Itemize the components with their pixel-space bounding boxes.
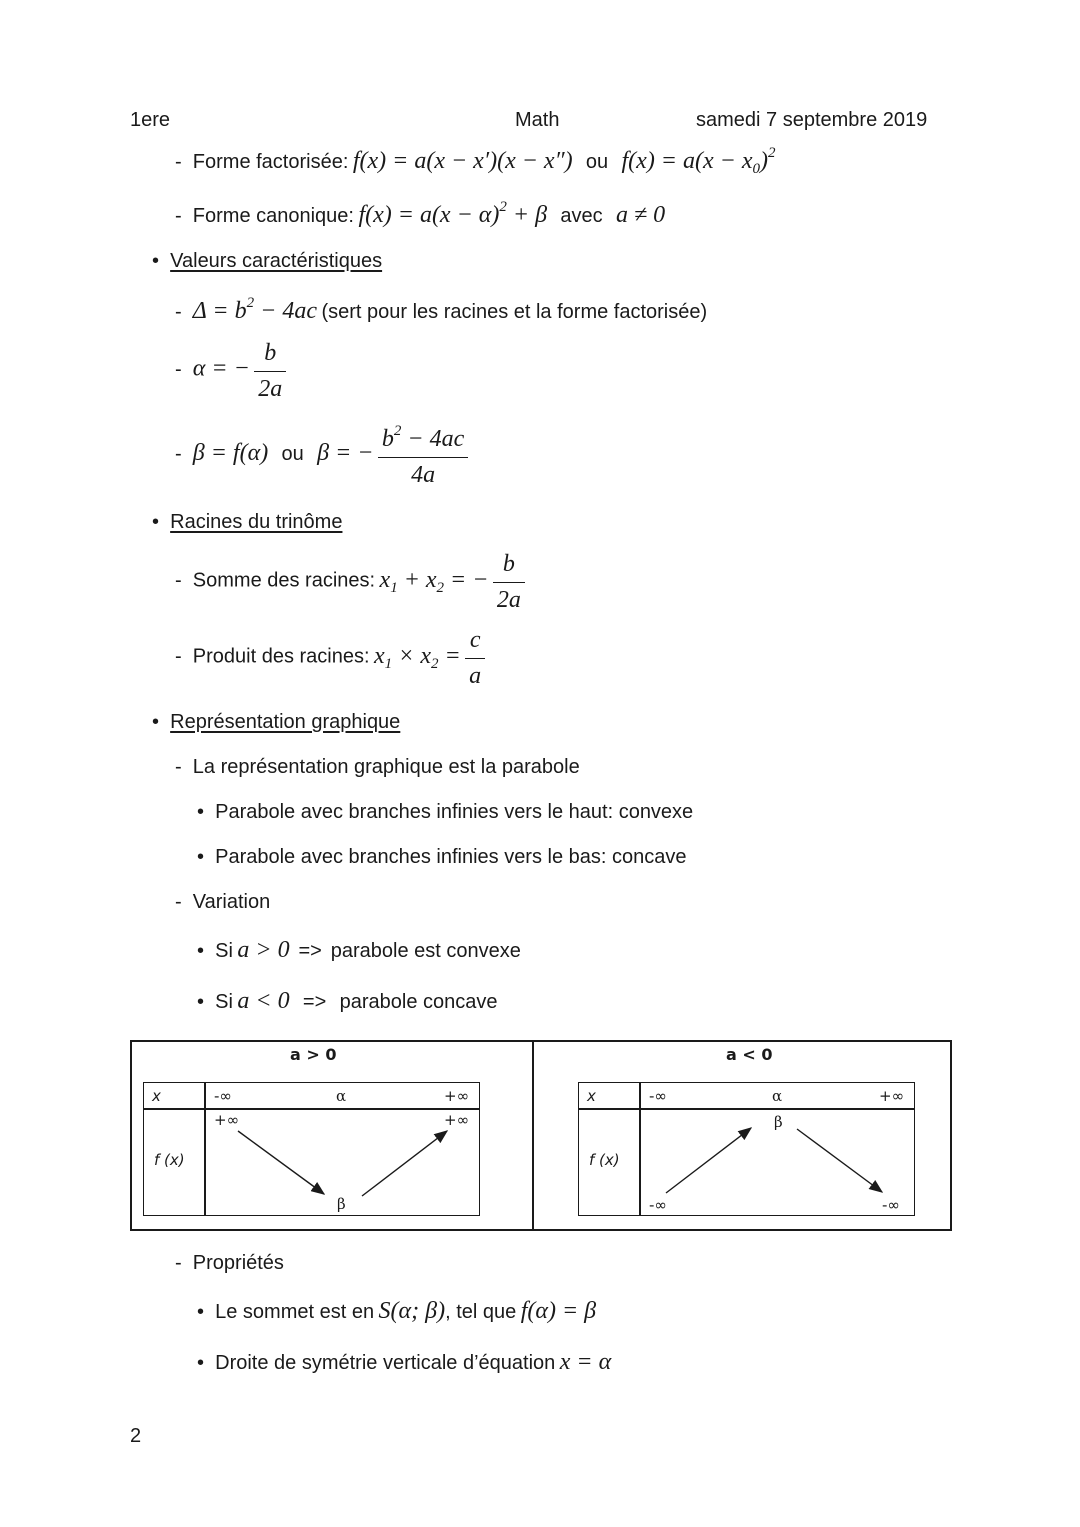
factorised-form-line: - Forme factorisée: f(x) = a(x − x′)(x − x″) ou $f(x) = a(x - x_0)^2$ bbox=[175, 145, 776, 177]
beta-lhs2: β = − bbox=[317, 440, 374, 467]
right-x-label: x bbox=[587, 1087, 596, 1105]
factorised-label: Forme factorisée: bbox=[192, 151, 349, 173]
left-minus-inf: -∞ bbox=[214, 1087, 232, 1105]
product-roots-label: Produit des racines: bbox=[192, 645, 370, 668]
sum-roots-formula: $x_1 + x_2$ = − bbox=[379, 566, 489, 596]
left-beta: β bbox=[337, 1195, 346, 1213]
right-table-title: a < 0 bbox=[726, 1045, 773, 1064]
header-date: samedi 7 septembre 2019 bbox=[696, 109, 928, 131]
header-class: 1ere bbox=[130, 109, 171, 131]
factorised-formula-1: f(x) = a(x − x′)(x − x″) bbox=[352, 148, 573, 174]
left-f-label: f (x) bbox=[154, 1151, 185, 1169]
factorised-formula-2: $f(x) = a(x - x_0)^2$ bbox=[621, 145, 776, 177]
sum-roots-line: - Somme des racines: $x_1 + x_2$ = − $\frac{b}{2a}$ bbox=[175, 551, 525, 614]
right-bottom-left: -∞ bbox=[649, 1196, 667, 1214]
product-roots-formula: $x_1 \times x_2$ = bbox=[374, 642, 461, 672]
symmetry-property: • Droite de symétrie verticale d’équation x = α bbox=[197, 1349, 612, 1375]
representation-heading: • Représentation graphique bbox=[152, 711, 401, 733]
valeurs-heading: • Valeurs caractéristiques bbox=[152, 250, 383, 272]
right-beta: β bbox=[774, 1113, 783, 1131]
variation-positive: • Si a > 0 => parabole est convexe bbox=[197, 937, 521, 963]
delta-line: - $\Delta = b^2 - 4ac$ (sert pour les racines et la forme factorisée) bbox=[175, 295, 708, 324]
header-subject: Math bbox=[515, 109, 560, 131]
left-top-right: +∞ bbox=[444, 1111, 470, 1129]
left-arrows bbox=[144, 1083, 479, 1215]
sum-roots-fraction: $\frac{b}{2a}$ bbox=[493, 551, 525, 614]
left-variation-table bbox=[143, 1082, 480, 1216]
left-top-left: +∞ bbox=[214, 1111, 240, 1129]
concave-bullet: • Parabole avec branches infinies vers le bas: concave bbox=[197, 846, 687, 868]
right-f-label: f (x) bbox=[589, 1151, 620, 1169]
canonical-form-line: - Forme canonique: $f(x) = a(x - \alpha)^2 + \beta$ avec a ≠ 0 bbox=[175, 199, 666, 228]
proprietes-line: - Propriétés bbox=[175, 1252, 284, 1274]
canonical-label: Forme canonique: bbox=[192, 205, 354, 227]
beta-or: ou bbox=[281, 443, 304, 466]
with-text: avec bbox=[560, 205, 603, 227]
left-alpha: α bbox=[336, 1087, 347, 1105]
vertex-property: • Le sommet est en S(α; β), tel que f(α) = β bbox=[197, 1298, 597, 1324]
convex-bullet: • Parabole avec branches infinies vers le haut: convexe bbox=[197, 801, 694, 823]
left-x-label: x bbox=[152, 1087, 161, 1105]
right-minus-inf: -∞ bbox=[649, 1087, 667, 1105]
page-number: 2 bbox=[130, 1425, 142, 1447]
beta-lhs: β = f(α) bbox=[192, 440, 269, 467]
beta-line: - β = f(α) ou β = − $\frac{b^2 - 4ac}{4a}$ bbox=[175, 423, 468, 489]
representation-line: - La représentation graphique est la parabole bbox=[175, 756, 580, 778]
product-roots-line: - Produit des racines: $x_1 \times x_2$ = $\frac{c}{a}$ bbox=[175, 627, 485, 690]
right-alpha: α bbox=[772, 1087, 783, 1105]
alpha-lhs: α = − bbox=[192, 355, 250, 382]
beta-fraction: $\frac{b^2 - 4ac}{4a}$ bbox=[378, 423, 468, 489]
right-bottom-right: -∞ bbox=[882, 1196, 900, 1214]
increasing-arrow bbox=[666, 1128, 751, 1193]
alpha-line: - α = − $\frac{b}{2a}$ bbox=[175, 340, 286, 403]
right-plus-inf: +∞ bbox=[879, 1087, 905, 1105]
canonical-formula: $f(x) = a(x - \alpha)^2 + \beta$ bbox=[358, 199, 548, 228]
table-divider bbox=[532, 1042, 534, 1229]
right-arrows bbox=[579, 1083, 914, 1215]
decreasing-arrow bbox=[238, 1131, 324, 1194]
variation-tables bbox=[130, 1040, 952, 1231]
variation-negative: • Si a < 0 => parabole concave bbox=[197, 988, 498, 1014]
left-table-title: a > 0 bbox=[290, 1045, 337, 1064]
racines-heading: • Racines du trinôme bbox=[152, 511, 343, 533]
variation-line: - Variation bbox=[175, 891, 271, 913]
sum-roots-label: Somme des racines: bbox=[192, 569, 376, 592]
right-variation-table bbox=[578, 1082, 915, 1216]
alpha-fraction: $\frac{b}{2a}$ bbox=[254, 340, 286, 403]
left-plus-inf: +∞ bbox=[444, 1087, 470, 1105]
condition-a-nonzero: a ≠ 0 bbox=[615, 202, 666, 228]
or-text: ou bbox=[585, 151, 609, 173]
delta-formula: $\Delta = b^2 - 4ac$ bbox=[192, 295, 317, 324]
delta-note: (sert pour les racines et la forme factorisée) bbox=[321, 301, 708, 323]
increasing-arrow bbox=[362, 1131, 447, 1196]
decreasing-arrow bbox=[797, 1129, 882, 1192]
product-roots-fraction: $\frac{c}{a}$ bbox=[465, 627, 485, 690]
